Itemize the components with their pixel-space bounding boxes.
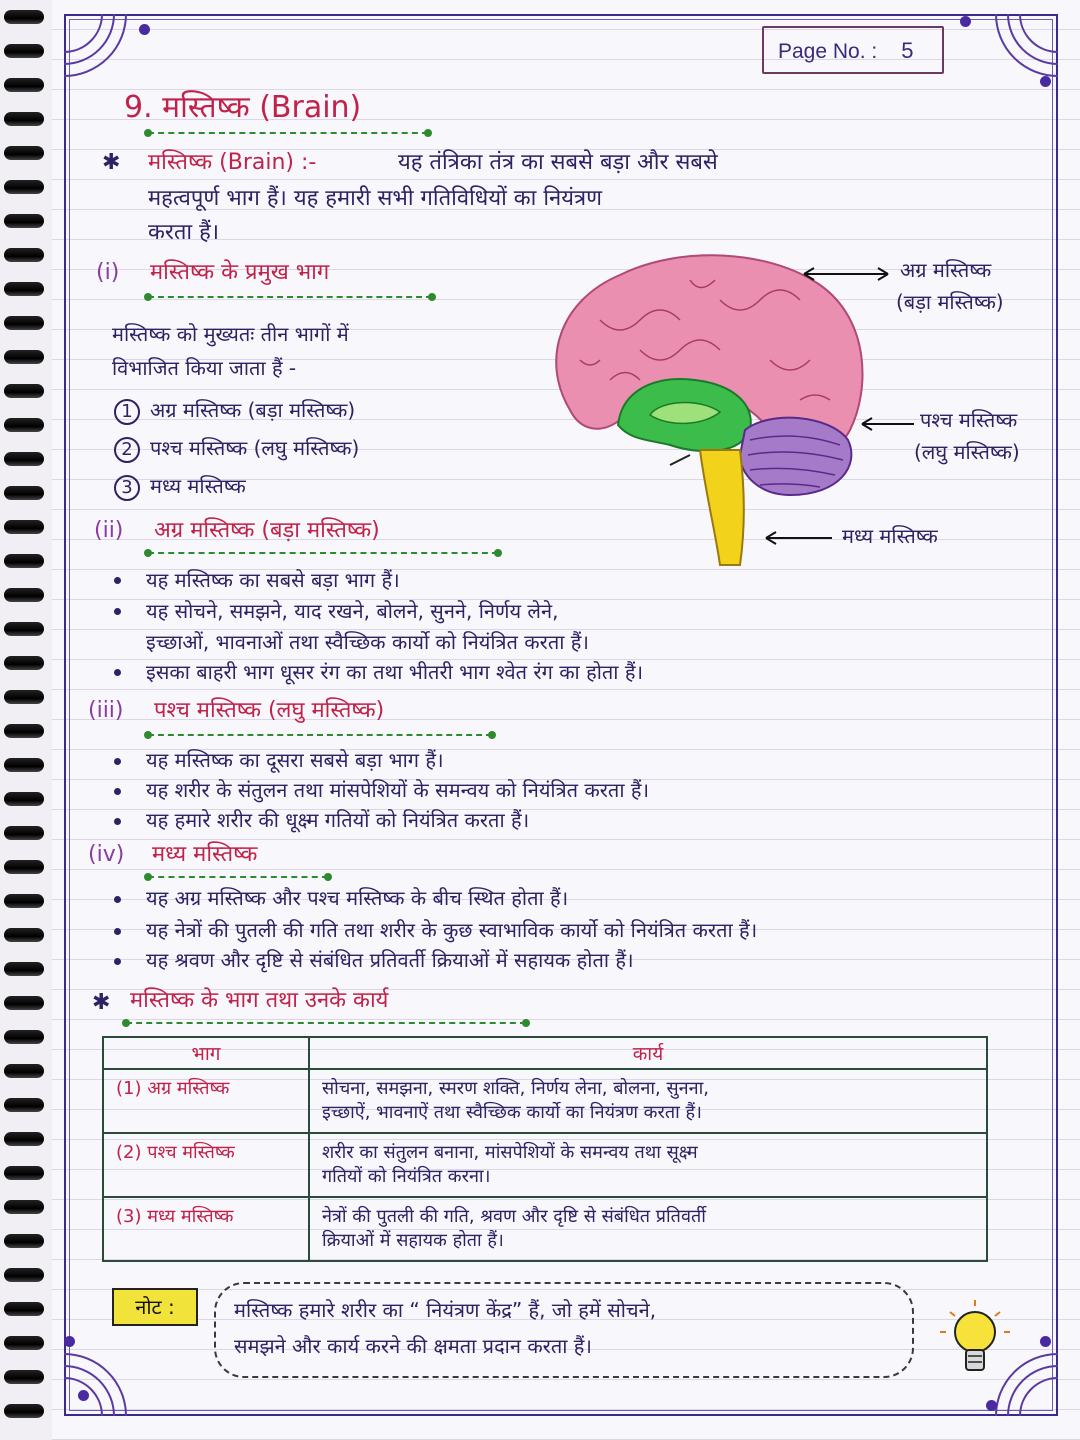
corner-dot: [139, 24, 150, 35]
binding-ring: [4, 1064, 44, 1078]
binding-ring: [4, 758, 44, 772]
label-forebrain: अग्र मस्तिष्क: [900, 258, 992, 282]
list-number: 1: [114, 399, 140, 425]
section-2-bullet-2b: इच्छाओं, भावनाओं तथा स्वैच्छिक कार्यो को नियंत्रित करता हैं।: [146, 630, 589, 654]
list-number: 2: [114, 437, 140, 463]
table-section-underline: [126, 1022, 526, 1024]
corner-dot: [78, 1390, 89, 1401]
spiral-binding: [0, 0, 52, 1440]
page-title: 9. मस्तिष्क (Brain): [124, 90, 362, 125]
binding-ring: [4, 1370, 44, 1384]
binding-ring: [4, 316, 44, 330]
section-2-bullet-3: इसका बाहरी भाग धूसर रंग का तथा भीतरी भाग श्वेत रंग का होता हैं।: [146, 660, 644, 684]
intro-term: मस्तिष्क (Brain) :-: [148, 150, 317, 175]
list-item: [114, 436, 359, 463]
corner-dot: [960, 16, 971, 27]
table-cell-part: (2) पश्च मस्तिष्क: [103, 1133, 309, 1197]
note-tag: नोट :: [112, 1288, 198, 1326]
intro-line-3: करता हैं।: [148, 220, 220, 245]
note-cloud: [214, 1282, 914, 1378]
asterisk-icon: ✱: [92, 990, 111, 1015]
list-item: [114, 398, 355, 425]
label-midbrain: मध्य मस्तिष्क: [842, 524, 938, 548]
binding-ring: [4, 180, 44, 194]
table-row: [103, 1133, 987, 1197]
brainstem: [700, 450, 744, 565]
binding-ring: [4, 486, 44, 500]
function-line: शरीर का संतुलन बनाना, मांसपेशियों के समन्वय तथा सूक्ष्म: [322, 1142, 698, 1163]
section-3-heading: पश्च मस्तिष्क (लघु मस्तिष्क): [154, 698, 385, 723]
bullet: [114, 928, 121, 935]
cerebellum: [740, 418, 851, 495]
table-cell-function: [309, 1197, 987, 1261]
asterisk-icon: ✱: [102, 150, 121, 175]
binding-ring: [4, 860, 44, 874]
binding-ring: [4, 1404, 44, 1418]
binding-ring: [4, 962, 44, 976]
section-4-underline: [148, 876, 328, 878]
brain-parts-table: [102, 1036, 988, 1262]
binding-ring: [4, 350, 44, 364]
binding-ring: [4, 1336, 44, 1350]
binding-ring: [4, 826, 44, 840]
binding-ring: [4, 520, 44, 534]
note-line-2: समझने और कार्य करने की क्षमता प्रदान करता हैं।: [234, 1334, 592, 1358]
table-header-part: भाग: [103, 1037, 309, 1069]
binding-ring: [4, 78, 44, 92]
table-cell-function: [309, 1069, 987, 1133]
section-4-bullet-1: यह अग्र मस्तिष्क और पश्च मस्तिष्क के बीच स्थित होता हैं।: [146, 886, 569, 910]
arrow-midbrain: [762, 528, 834, 548]
binding-ring: [4, 248, 44, 262]
binding-ring: [4, 792, 44, 806]
binding-ring: [4, 928, 44, 942]
section-4-number: (iv): [88, 842, 125, 867]
table-header-function: कार्य: [309, 1037, 987, 1069]
binding-ring: [4, 1268, 44, 1282]
label-forebrain-sub: (बड़ा मस्तिष्क): [896, 290, 1004, 314]
section-3-bullet-2: यह शरीर के संतुलन तथा मांसपेशियों के समन्वय को नियंत्रित करता हैं।: [146, 778, 650, 802]
binding-ring: [4, 996, 44, 1010]
section-1-underline: [148, 296, 432, 298]
binding-ring: [4, 1030, 44, 1044]
binding-ring: [4, 1302, 44, 1316]
label-hindbrain: पश्च मस्तिष्क: [920, 408, 1018, 432]
bullet: [114, 896, 121, 903]
binding-ring: [4, 44, 44, 58]
list-item: [114, 474, 246, 501]
title-underline: [148, 132, 428, 134]
binding-ring: [4, 724, 44, 738]
corner-arc-top-right: [988, 14, 1058, 84]
section-1-text-1: मस्तिष्क को मुख्यतः तीन भागों में: [112, 322, 349, 346]
bullet: [114, 958, 121, 965]
function-line: गतियों को नियंत्रित करना।: [322, 1166, 491, 1187]
section-4-heading: मध्य मस्तिष्क: [152, 842, 258, 867]
bullet: [114, 818, 121, 825]
arrow-hindbrain: [858, 414, 916, 434]
page-number-box: [762, 26, 944, 74]
function-line: इच्छाऐं, भावनाऐं तथा स्वैच्छिक कार्यो का नियंत्रण करता हैं।: [322, 1102, 702, 1123]
lightbulb-icon: [930, 1294, 1020, 1384]
table-row: [103, 1197, 987, 1261]
binding-ring: [4, 1132, 44, 1146]
corner-arc-top-left: [64, 14, 134, 84]
binding-ring: [4, 146, 44, 160]
section-2-heading: अग्र मस्तिष्क (बड़ा मस्तिष्क): [154, 518, 380, 543]
binding-ring: [4, 690, 44, 704]
bullet: [114, 608, 121, 615]
binding-ring: [4, 554, 44, 568]
page-number-label: Page No. :: [778, 40, 878, 63]
page-number: 5: [901, 38, 914, 63]
intro-line-1: यह तंत्रिका तंत्र का सबसे बड़ा और सबसे: [398, 150, 718, 175]
section-4-bullet-2: यह नेत्रों की पुतली की गति तथा शरीर के कुछ स्वाभाविक कार्यो को नियंत्रित करता हैं।: [146, 918, 758, 942]
section-4-bullet-3: यह श्रवण और दृष्टि से संबंधित प्रतिवर्ती क्रियाओं में सहायक होता हैं।: [146, 948, 634, 972]
brain-diagram: [540, 240, 880, 570]
list-item-label: पश्च मस्तिष्क (लघु मस्तिष्क): [150, 436, 360, 460]
section-1-number: (i): [96, 260, 120, 285]
section-1-heading: मस्तिष्क के प्रमुख भाग: [150, 260, 330, 285]
binding-ring: [4, 282, 44, 296]
binding-ring: [4, 214, 44, 228]
section-3-bullet-1: यह मस्तिष्क का दूसरा सबसे बड़ा भाग हैं।: [146, 748, 444, 772]
corner-arc-bottom-left: [64, 1346, 134, 1416]
binding-ring: [4, 10, 44, 24]
intro-line-2: महत्वपूर्ण भाग हैं। यह हमारी सभी गतिविधियों का नियंत्रण: [148, 186, 603, 211]
binding-ring: [4, 656, 44, 670]
binding-ring: [4, 418, 44, 432]
binding-ring: [4, 894, 44, 908]
binding-ring: [4, 452, 44, 466]
bullet: [114, 758, 121, 765]
section-3-underline: [148, 734, 492, 736]
table-section-heading: मस्तिष्क के भाग तथा उनके कार्य: [130, 988, 389, 1013]
section-2-underline: [148, 552, 498, 554]
corner-dot: [64, 1336, 75, 1347]
table-cell-part: (3) मध्य मस्तिष्क: [103, 1197, 309, 1261]
bullet: [114, 577, 121, 584]
section-1-text-2: विभाजित किया जाता हैं -: [112, 356, 297, 380]
binding-ring: [4, 588, 44, 602]
section-3-number: (iii): [88, 698, 124, 723]
list-item-label: अग्र मस्तिष्क (बड़ा मस्तिष्क): [150, 398, 356, 422]
binding-ring: [4, 384, 44, 398]
binding-ring: [4, 1234, 44, 1248]
table-cell-part: (1) अग्र मस्तिष्क: [103, 1069, 309, 1133]
list-item-label: मध्य मस्तिष्क: [150, 474, 246, 498]
corner-dot: [986, 1400, 997, 1411]
bullet: [114, 788, 121, 795]
table-row: [103, 1069, 987, 1133]
table-cell-function: [309, 1133, 987, 1197]
note-line-1: मस्तिष्क हमारे शरीर का “ नियंत्रण केंद्र” हैं, जो हमें सोचने,: [234, 1298, 657, 1322]
binding-ring: [4, 1200, 44, 1214]
arrow-forebrain: [800, 264, 892, 284]
corner-dot: [1040, 1336, 1051, 1347]
section-2-bullet-1: यह मस्तिष्क का सबसे बड़ा भाग हैं।: [146, 568, 400, 592]
table-header-row: [103, 1037, 987, 1069]
function-line: सोचना, समझना, स्मरण शक्ति, निर्णय लेना, बोलना, सुनना,: [322, 1078, 710, 1099]
binding-ring: [4, 1166, 44, 1180]
binding-ring: [4, 112, 44, 126]
list-number: 3: [114, 475, 140, 501]
section-3-bullet-3: यह हमारे शरीर की धूक्ष्म गतियों को नियंत्रित करता हैं।: [146, 808, 530, 832]
bullet: [114, 669, 121, 676]
section-2-number: (ii): [94, 518, 124, 543]
function-line: क्रियाओं में सहायक होता हैं।: [322, 1230, 504, 1251]
function-line: नेत्रों की पुतली की गति, श्रवण और दृष्टि से संबंधित प्रतिवर्ती: [322, 1206, 706, 1227]
binding-ring: [4, 1098, 44, 1112]
binding-ring: [4, 622, 44, 636]
corner-dot: [1040, 76, 1051, 87]
label-hindbrain-sub: (लघु मस्तिष्क): [914, 440, 1020, 464]
section-2-bullet-2a: यह सोचने, समझने, याद रखने, बोलने, सुनने, निर्णय लेने,: [146, 599, 559, 623]
